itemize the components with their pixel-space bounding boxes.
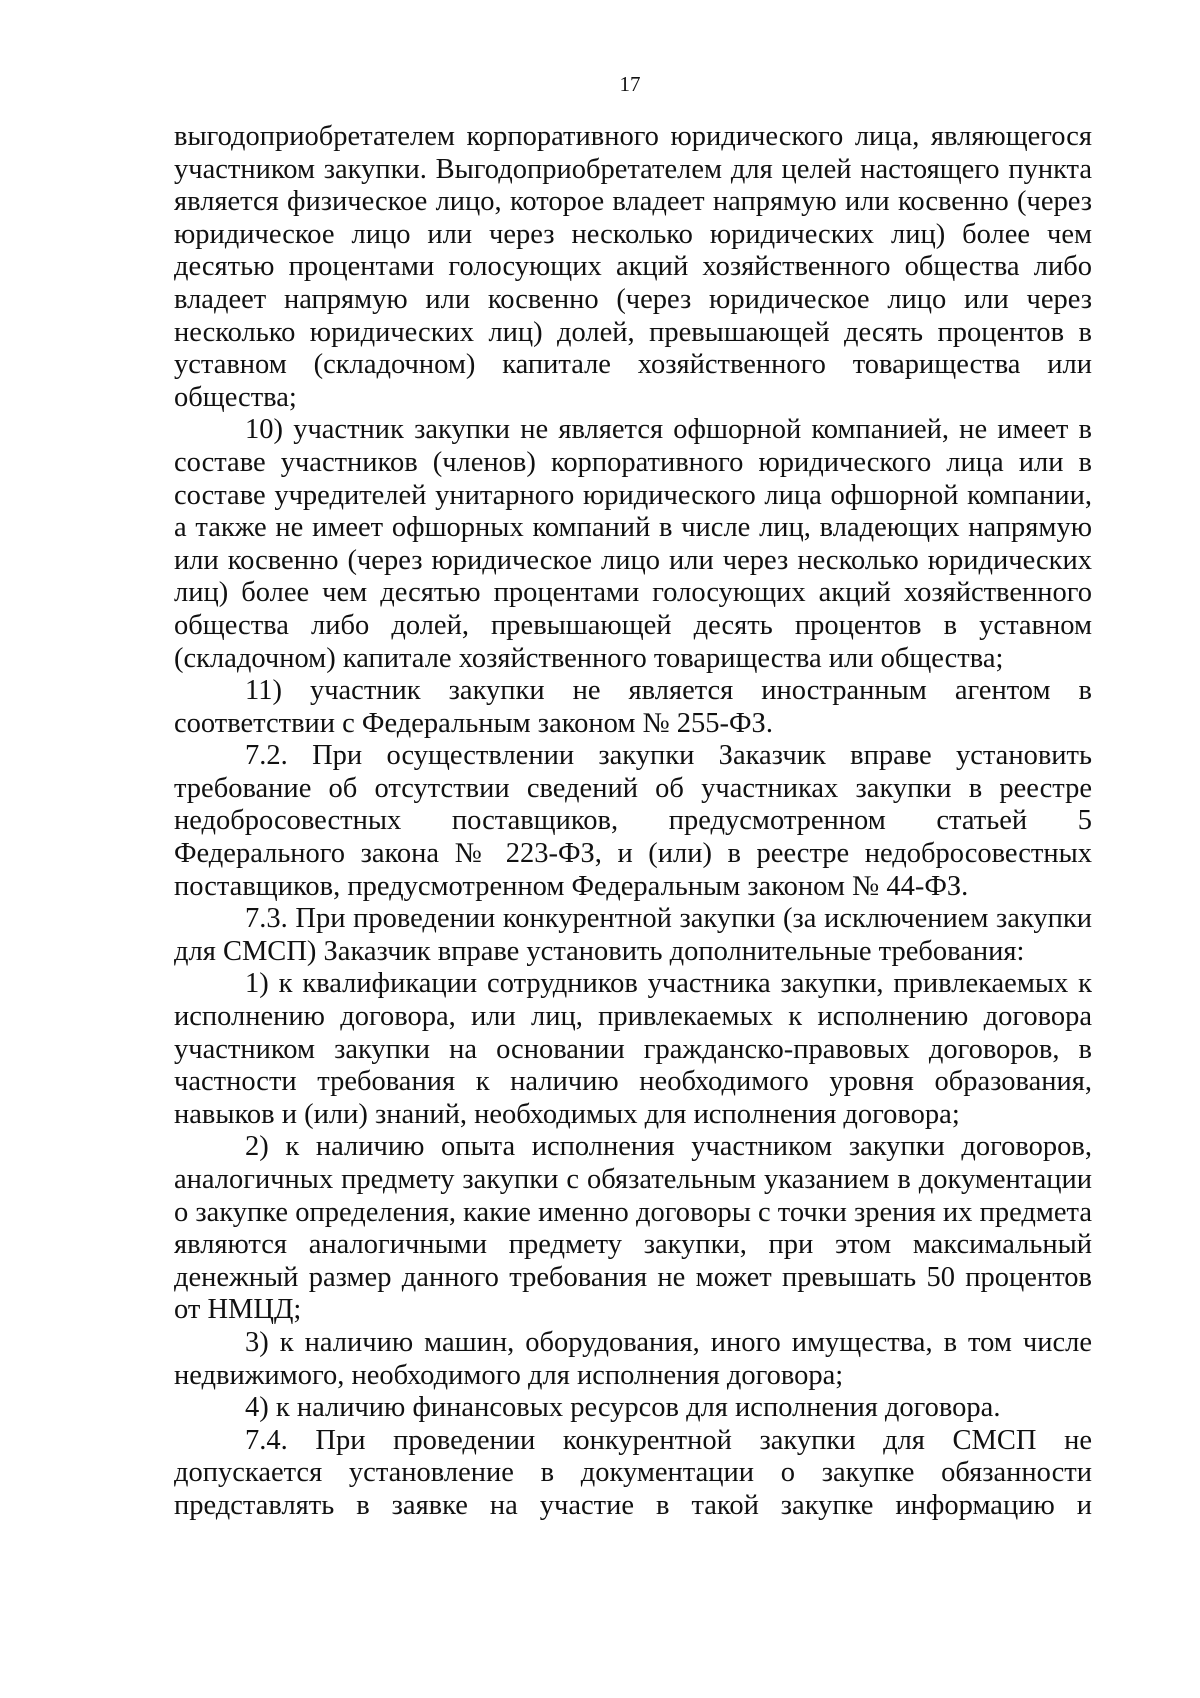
document-body: [174, 121, 1092, 1523]
paragraph-7-4: 7.4. При проведении конкурентной закупки для СМСП не допускается установление в документации о закупке обязанности представлять в заявке на участие в такой закупке информацию и: [174, 1424, 1092, 1521]
paragraph-beneficiary-definition: выгодоприобретателем корпоративного юридического лица, являющегося участником закупки. Выгодоприобретателем для целей настоящего пункта является физическое лицо, которое владеет напрямую или косвенно (через юридическое лицо или через несколько юридических лиц) более чем десятью процентами голосующих акций хозяйственного общества либо владеет напрямую или косвенно (через юридическое лицо или через несколько юридических лиц) долей, превышающей десять процентов в уставном (складочном) капитале хозяйственного товарищества или общества;: [174, 121, 1092, 413]
paragraph-7-3-item-3: 3) к наличию машин, оборудования, иного имущества, в том числе недвижимого, необходимого для исполнения договора;: [174, 1326, 1092, 1391]
paragraph-7-3: 7.3. При проведении конкурентной закупки (за исключением закупки для СМСП) Заказчик вправе установить дополнительные требования:: [174, 903, 1092, 967]
paragraph-item-10: 10) участник закупки не является офшорной компанией, не имеет в составе участников (членов) корпоративного юридического лица или в составе учредителей унитарного юридического лица офшорной компании, а также не имеет офшорных компаний в числе лиц, владеющих напрямую или косвенно (через юридическое лицо или через несколько юридических лиц) более чем десятью процентами голосующих акций хозяйственного общества либо долей, превышающей десять процентов в уставном (складочном) капитале хозяйственного товарищества или общества;: [174, 414, 1092, 674]
paragraph-7-3-item-2: 2) к наличию опыта исполнения участником закупки договоров, аналогичных предмету закупки с обязательным указанием в документации о закупке определения, какие именно договоры с точки зрения их предмета являются аналогичными предмету закупки, при этом максимальный денежный размер данного требования не может превышать 50 процентов от НМЦД;: [174, 1131, 1092, 1326]
paragraph-7-3-item-4: 4) к наличию финансовых ресурсов для исполнения договора.: [245, 1392, 1001, 1424]
paragraph-item-11: 11) участник закупки не является иностранным агентом в соответствии с Федеральным законом № 255-ФЗ.: [174, 675, 1092, 739]
paragraph-7-3-item-1: 1) к квалификации сотрудников участника закупки, привлекаемых к исполнению договора, или лиц, привлекаемых к исполнению договора участником закупки на основании гражданско-правовых договоров, в частности требования к наличию необходимого уровня образования, навыков и (или) знаний, необходимых для исполнения договора;: [174, 968, 1092, 1130]
paragraph-7-2: 7.2. При осуществлении закупки Заказчик вправе установить требование об отсутствии сведений об участниках закупки в реестре недобросовестных поставщиков, предусмотренном статьей 5 Федерального закона № 223-ФЗ, и (или) в реестре недобросовестных поставщиков, предусмотренном Федеральным законом № 44-ФЗ.: [174, 740, 1092, 902]
page-number: 17: [619, 72, 641, 96]
